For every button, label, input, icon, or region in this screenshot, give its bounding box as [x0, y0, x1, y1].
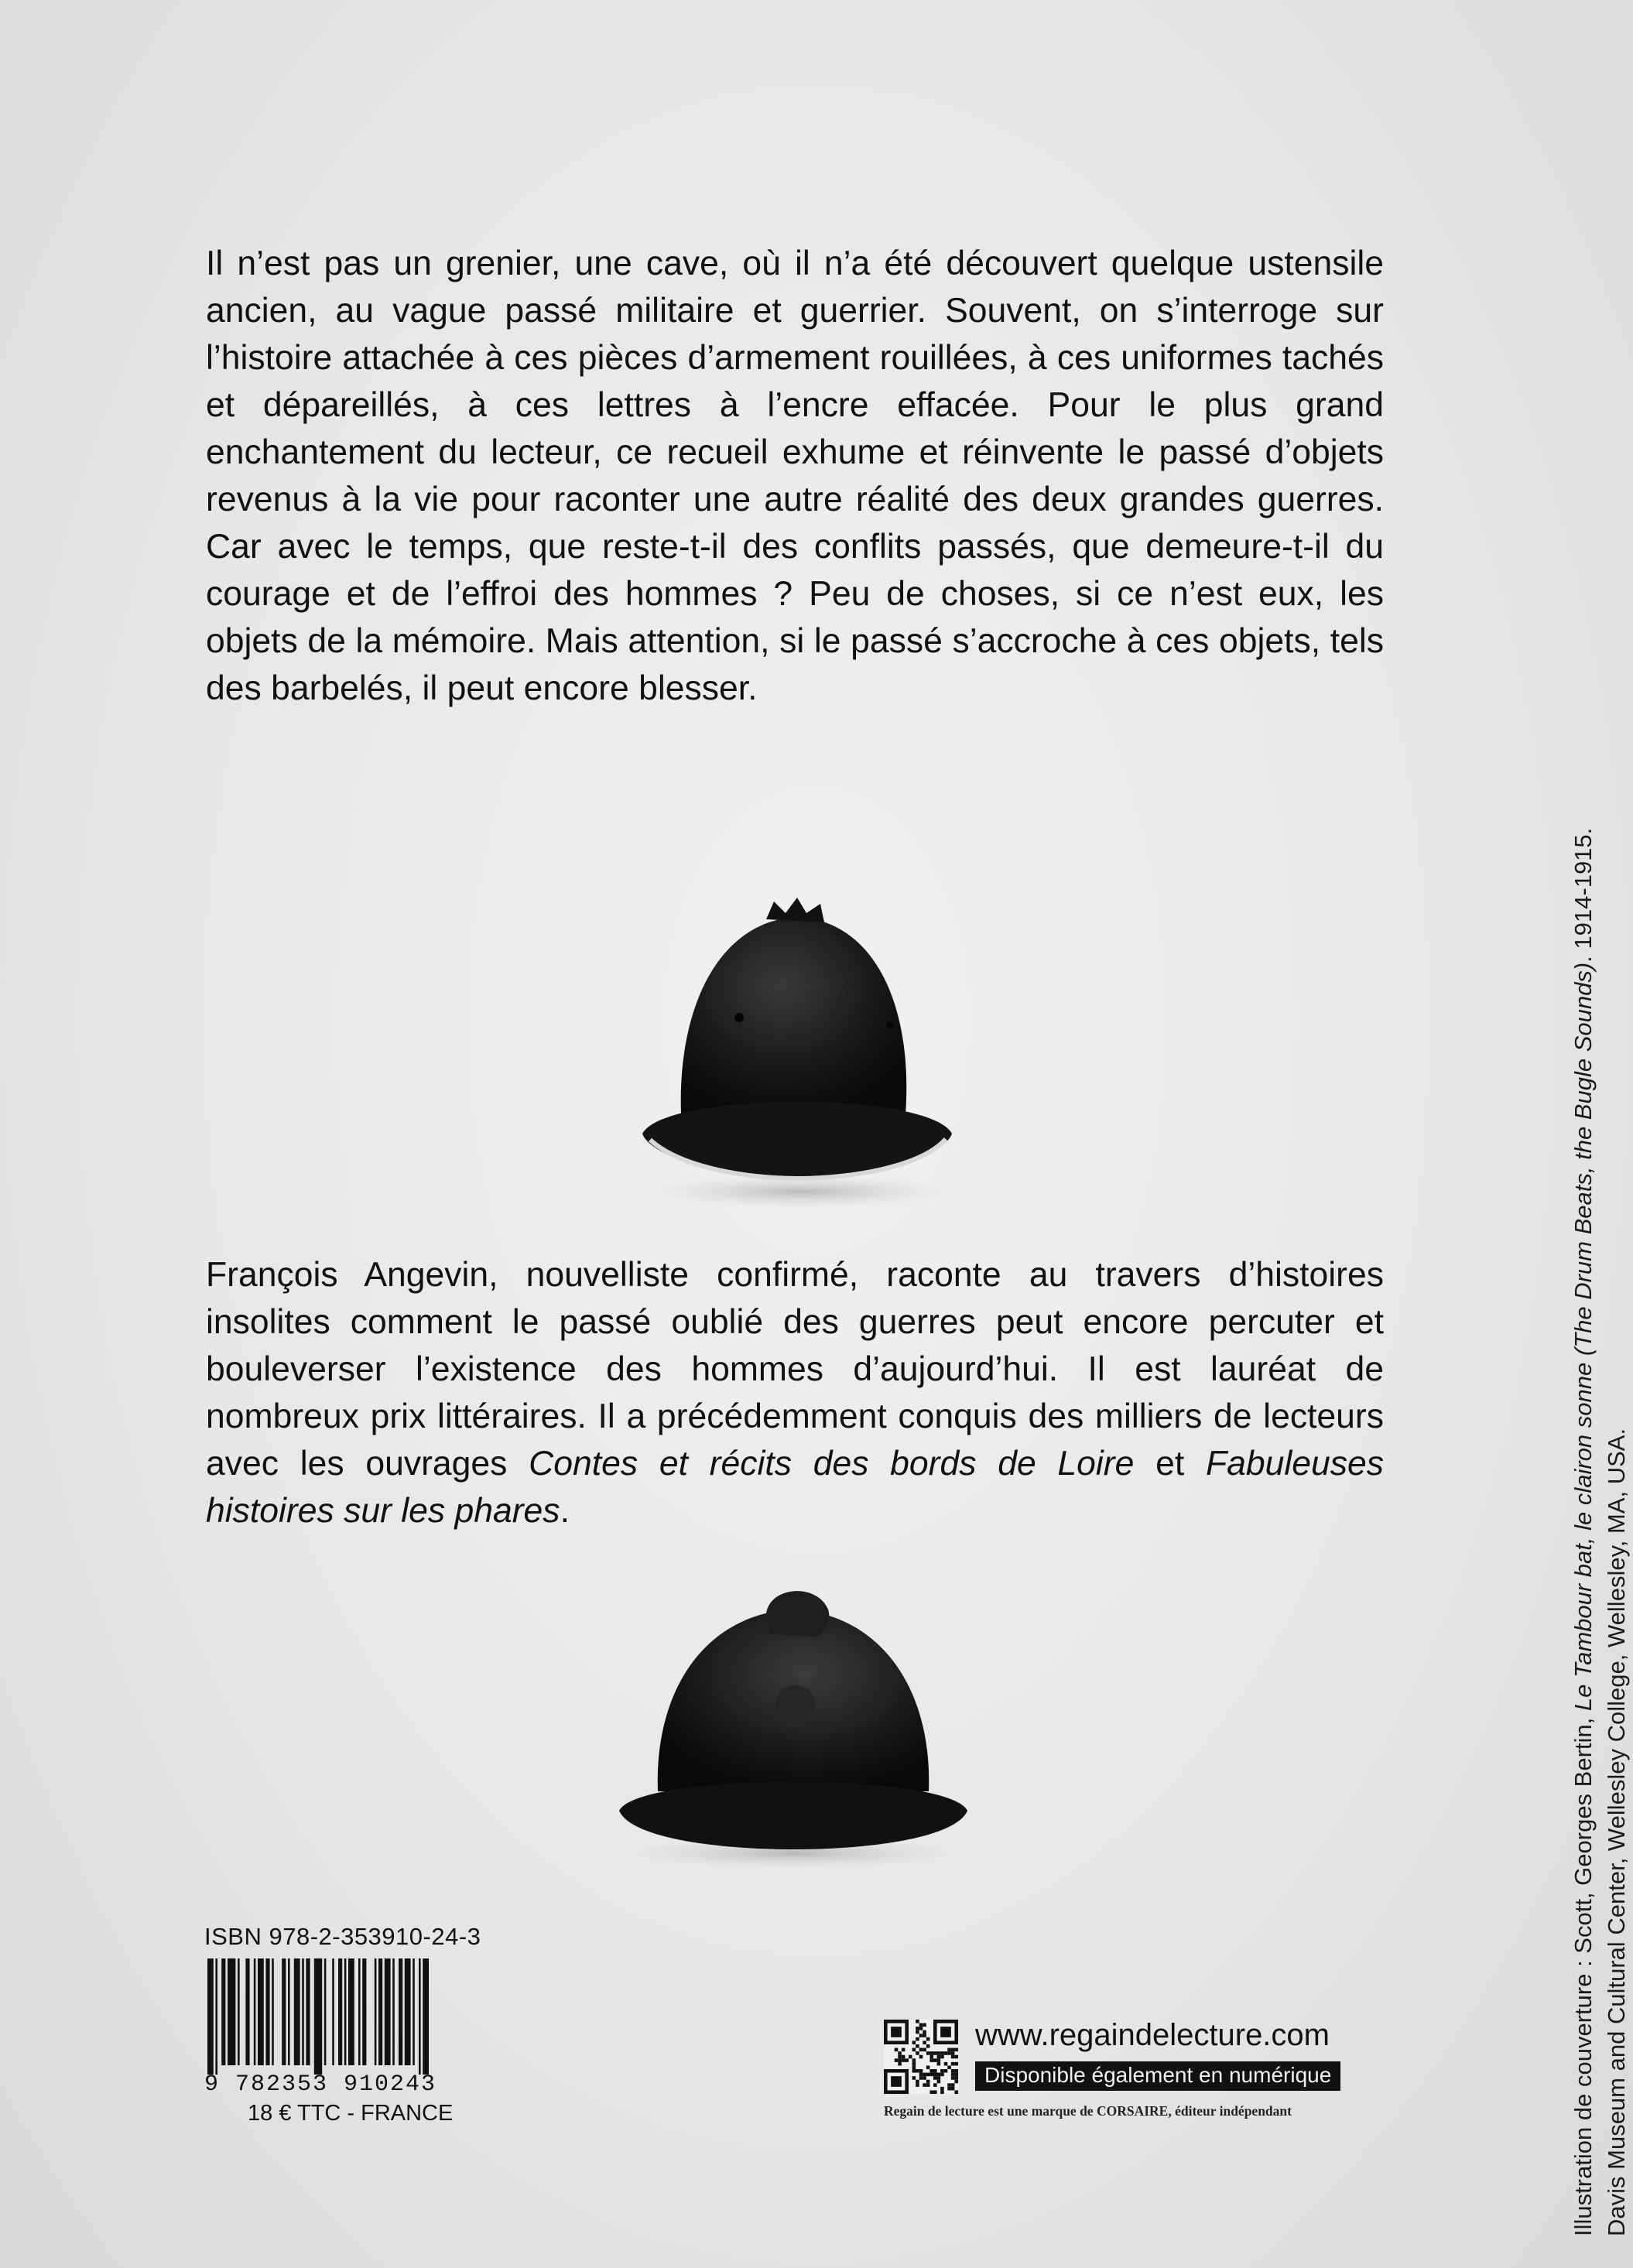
adrian-helmet-icon — [615, 1579, 971, 1873]
barcode-bar — [399, 1958, 402, 2065]
barcode-bar — [306, 1958, 310, 2065]
cover-credit-prefix: Illustration de couverture : Scott, Georges Bertin, — [1570, 1711, 1597, 2236]
cover-credit — [1566, 495, 1633, 2236]
barcode-bar — [358, 1958, 361, 2065]
barcode-bar — [245, 1958, 249, 2065]
barcode-bar — [419, 1958, 421, 2075]
barcode-bar — [332, 1958, 334, 2065]
barcode-bar — [272, 1958, 274, 2065]
isbn-block — [204, 1923, 498, 2126]
cover-credit-line-2: Davis Museum and Cultural Center, Wellesley College, Wellesley, MA, USA. — [1603, 1428, 1630, 2236]
barcode-bar — [314, 1958, 322, 2075]
barcode-icon — [204, 1958, 491, 2075]
qr-code-icon[interactable] — [884, 2020, 958, 2094]
barcode-bar — [265, 1958, 269, 2065]
barcode-bar — [392, 1958, 395, 2065]
barcode-bar — [344, 1958, 347, 2065]
barcode-bar — [258, 1958, 264, 2065]
barcode-bar — [348, 1958, 354, 2065]
book-title-2: Fabuleuses histoires sur les phares — [206, 1445, 1384, 1530]
barcode-bar — [228, 1958, 235, 2065]
barcode-bar — [302, 1958, 304, 2065]
barcode-bar — [207, 1958, 214, 2075]
barcode-bar — [282, 1958, 286, 2065]
publisher-note: Regain de lecture est une marque de CORSAIRE, éditeur indépendant — [884, 2103, 1292, 2119]
barcode-bar — [338, 1958, 342, 2065]
author-bio-part1: François Angevin, nouvelliste confirmé, raconte au travers d’histoires insolites comment le passé oublié des guerres peut encore percuter et bouleverser l’existence des hommes d’aujourd’hui. Il est lauréat de nombreux prix littéraires. Il a précédemment conquis des milliers de lecteurs avec les ouvrages — [206, 1256, 1384, 1483]
barcode-bar — [385, 1958, 391, 2065]
barcode-bar — [375, 1958, 377, 2065]
intro-paragraph: Il n’est pas un grenier, une cave, où il n’a été découvert quelque ustensile ancien, au vague passé militaire et guerrier. Souvent, on s’interroge sur l’histoire attachée à ces pièces d’armement rouillées, à ces uniformes tachés et dépareillés, à ces lettres à l’encre effacée. Pour le plus grand enchantement du lecteur, ce recueil exhume et réinvente le passé d’objets revenus à la vie pour raconter une autre réalité des deux grandes guerres. Car avec le temps, que reste-t-il des conflits passés, que demeure-t-il du courage et de l’effroi des hommes ? Peu de choses, si ce n’est eux, les objets de la mémoire. Mais attention, si le passé s’accroche à ces objets, tels des barbelés, il peut encore blesser. — [206, 245, 1384, 707]
author-paragraph — [206, 1251, 1384, 1534]
cover-credit-title: Le Tambour bat, le clairon sonne (The Drum Beats, the Bugle Sounds) — [1570, 962, 1597, 1712]
digital-edition-badge: Disponible également en numérique — [975, 2061, 1340, 2091]
barcode-bar — [324, 1958, 327, 2065]
author-bio-part2: et — [1134, 1445, 1206, 1483]
barcode-bar — [238, 1958, 240, 2065]
barcode-bar — [288, 1958, 290, 2065]
barcode-bar — [362, 1958, 366, 2065]
barcode-bar — [294, 1958, 300, 2065]
cover-credit-suffix: . 1914-1915. — [1570, 827, 1597, 963]
barcode-bar — [405, 1958, 411, 2065]
barcode-digits: 9 782353 910243 — [204, 2071, 437, 2098]
barcode-bar — [423, 1958, 429, 2075]
barcode-bar — [254, 1958, 256, 2065]
barcode-bar — [215, 1958, 217, 2075]
steel-helmet-icon — [635, 882, 960, 1215]
book-title-1: Contes et récits des bords de Loire — [529, 1445, 1135, 1483]
price: 18 € TTC - FRANCE — [248, 2101, 454, 2126]
barcode-bar — [413, 1958, 415, 2065]
isbn-label: ISBN 978-2-353910-24-3 — [204, 1923, 481, 1950]
cover-credit-line-1 — [1566, 495, 1600, 2236]
barcode-bar — [378, 1958, 382, 2065]
author-bio-part3: . — [560, 1492, 570, 1530]
barcode-bar — [221, 1958, 225, 2065]
website-link[interactable]: www.regaindelecture.com — [975, 2018, 1330, 2052]
